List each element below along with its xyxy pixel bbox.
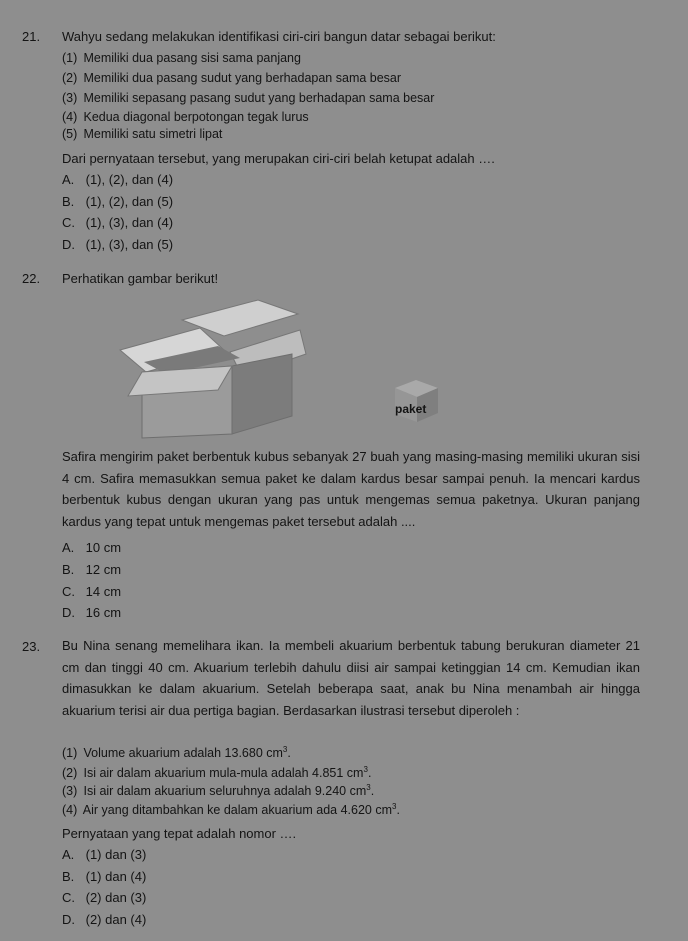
statement-4: (4) Kedua diagonal berpotongan tegak lurus	[62, 110, 309, 124]
option-c[interactable]: C. 14 cm	[62, 584, 122, 599]
option-b[interactable]: B. (1) dan (4)	[62, 869, 147, 884]
question-prompt: Dari pernyataan tersebut, yang merupakan ciri-ciri belah ketupat adalah ….	[62, 151, 495, 166]
question-number: 23.	[22, 639, 41, 654]
option-d[interactable]: D. (1), (3), dan (5)	[62, 237, 174, 252]
option-c[interactable]: C. (1), (3), dan (4)	[62, 215, 174, 230]
question-number: 22.	[22, 271, 41, 286]
package-cube-illustration	[392, 378, 442, 424]
option-a[interactable]: A. (1) dan (3)	[62, 847, 147, 862]
question-paragraph: Safira mengirim paket berbentuk kubus sebanyak 27 buah yang masing-masing memiliki ukuran sisi 4 cm. Safira memasukkan semua paket ke dalam kardus besar sampai penuh. Ia mencari kardus berbentuk kubus dengan ukuran yang pas untuk mengemas semua paketnya. Ukuran panjang kardus yang tepat untuk mengemas paket tersebut adalah ....	[62, 449, 640, 529]
option-b[interactable]: B. (1), (2), dan (5)	[62, 194, 174, 209]
option-a[interactable]: A. (1), (2), dan (4)	[62, 172, 174, 187]
option-b[interactable]: B. 12 cm	[62, 562, 122, 577]
option-a[interactable]: A. 10 cm	[62, 540, 122, 555]
question-paragraph: Bu Nina senang memelihara ikan. Ia membeli akuarium berbentuk tabung berukuran diameter 21 cm dan tinggi 40 cm. Akuarium terlebih dahulu diisi air sampai ketinggian 14 cm. Kemudian ikan dimasukkan ke dalam akuarium. Setelah beberapa saat, anak bu Nina menambah air hingga akuarium terisi air dua pertiga bagian. Berdasarkan ilustrasi tersebut diperoleh :	[62, 638, 640, 718]
statement-1: (1) Volume akuarium adalah 13.680 $cm^3$.	[62, 745, 291, 761]
question-stem: Wahyu sedang melakukan identifikasi ciri-ciri bangun datar sebagai berikut:	[62, 29, 496, 44]
statement-3: (3) Memiliki sepasang pasang sudut yang berhadapan sama besar	[62, 91, 435, 105]
statement-1: (1) Memiliki dua pasang sisi sama panjang	[62, 51, 301, 65]
question-number: 21.	[22, 29, 41, 44]
question-stem: Perhatikan gambar berikut!	[62, 271, 219, 286]
statement-3: (3) Isi air dalam akuarium seluruhnya adalah 9.240 $cm^3$.	[62, 783, 375, 799]
package-label: paket	[395, 402, 427, 416]
statement-2: (2) Isi air dalam akuarium mula-mula adalah 4.851 $cm^3$.	[62, 765, 372, 781]
statement-2: (2) Memiliki dua pasang sudut yang berhadapan sama besar	[62, 71, 402, 85]
option-c[interactable]: C. (2) dan (3)	[62, 890, 147, 905]
open-box-illustration	[100, 292, 310, 442]
option-d[interactable]: D. (2) dan (4)	[62, 912, 147, 927]
statement-5: (5) Memiliki satu simetri lipat	[62, 127, 223, 141]
statement-4: (4) Air yang ditambahkan ke dalam akuarium ada 4.620 $cm^3$.	[62, 802, 400, 818]
question-prompt: Pernyataan yang tepat adalah nomor ….	[62, 826, 297, 841]
option-d[interactable]: D. 16 cm	[62, 605, 122, 620]
